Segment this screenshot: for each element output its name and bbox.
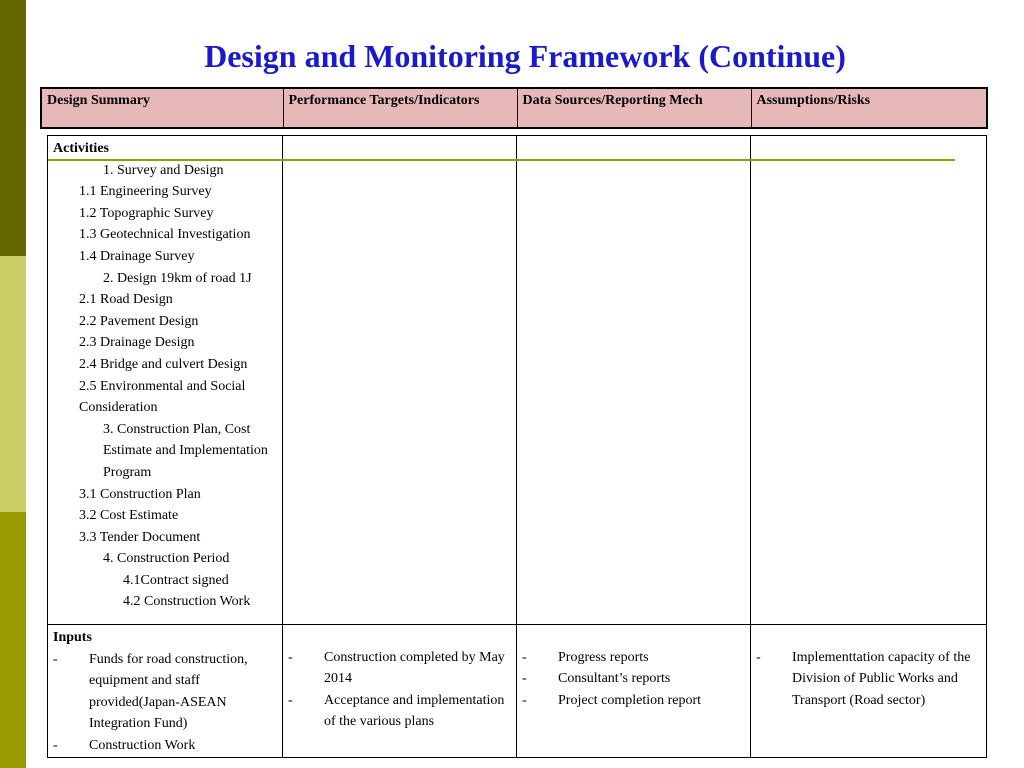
header-performance-targets: Performance Targets/Indicators: [283, 88, 517, 128]
activities-risks-cell: [751, 136, 987, 625]
activities-targets-cell: [283, 136, 517, 625]
header-table: [40, 87, 988, 129]
bullet-item: [53, 649, 277, 735]
header-data-sources: Data Sources/Reporting Mech: [517, 88, 751, 128]
bullet-text: Project completion report: [558, 692, 702, 708]
inputs-heading: Inputs: [53, 630, 92, 645]
activity-item: 2.4 Bridge and culvert Design: [79, 356, 248, 372]
bullet-item: [522, 668, 745, 690]
bullet-item: [288, 690, 511, 733]
activity-item: 1.1 Engineering Survey: [79, 184, 212, 200]
activity-item: 1.3 Geotechnical Investigation: [79, 227, 251, 243]
activity-item: 3.2 Cost Estimate: [79, 508, 179, 524]
dash-bullet-icon: -: [756, 649, 761, 665]
bullet-text: Implementtation capacity of the Division of Public Works and Transport (Road sector): [792, 649, 971, 708]
framework-table: [47, 135, 987, 758]
bullet-text: Progress reports: [558, 649, 649, 665]
sidebar-stripe-dark: [0, 0, 26, 256]
bullet-item: [522, 647, 745, 669]
horizontal-rule: [48, 159, 955, 161]
dash-bullet-icon: -: [288, 692, 293, 708]
activity-item: 2. Design 19km of road 1J: [103, 270, 252, 286]
sidebar-stripe-medium: [0, 512, 26, 768]
inputs-targets-list: [288, 647, 511, 733]
slide-title: Design and Monitoring Framework (Continue): [204, 38, 846, 74]
inputs-risks-cell: [751, 625, 987, 758]
bullet-text: Construction completed by May 2014: [324, 649, 505, 687]
dash-bullet-icon: -: [522, 671, 527, 687]
bullet-item: [53, 735, 277, 757]
bullet-item: [288, 647, 511, 690]
inputs-sources-cell: [517, 625, 751, 758]
activity-item: 4. Construction Period: [103, 551, 230, 567]
activities-cell: [48, 136, 283, 625]
bullet-text: Construction Work: [89, 737, 196, 753]
bullet-text: Consultant’s reports: [558, 671, 671, 687]
dash-bullet-icon: -: [522, 649, 527, 665]
header-assumptions-risks: Assumptions/Risks: [751, 88, 987, 128]
activity-item: 2.1 Road Design: [79, 292, 173, 308]
header-row: [41, 88, 987, 128]
header-design-summary: Design Summary: [41, 88, 283, 128]
activity-item: 2.5 Environmental and Social Consideration: [79, 378, 246, 416]
dash-bullet-icon: -: [53, 651, 58, 667]
bullet-item: [756, 647, 981, 712]
bullet-text: Funds for road construction, equipment and staff provided(Japan-ASEAN Integration Fund): [89, 651, 248, 732]
bullet-text: Acceptance and implementation of the various plans: [324, 692, 505, 730]
inputs-row: [48, 625, 987, 758]
dash-bullet-icon: -: [522, 692, 527, 708]
activity-item: 2.2 Pavement Design: [79, 313, 199, 329]
activity-item: 3.1 Construction Plan: [79, 486, 201, 502]
activity-item: 1.2 Topographic Survey: [79, 205, 214, 221]
activity-item: 2.3 Drainage Design: [79, 335, 195, 351]
activity-item: 4.1Contract signed: [123, 572, 229, 588]
activity-item: 4.2 Construction Work: [123, 594, 251, 610]
inputs-risks-list: [756, 647, 981, 712]
inputs-sources-list: [522, 647, 745, 712]
activities-row: [48, 136, 987, 625]
activity-item: 3. Construction Plan, Cost Estimate and Implementation Program: [103, 421, 268, 480]
activity-item: 1. Survey and Design: [103, 162, 224, 178]
activities-list: [53, 160, 277, 613]
sidebar-stripe-light: [0, 256, 26, 512]
inputs-targets-cell: [283, 625, 517, 758]
inputs-design-cell: [48, 625, 283, 758]
activity-item: 1.4 Drainage Survey: [79, 248, 195, 264]
dash-bullet-icon: -: [288, 649, 293, 665]
activities-heading: Activities: [53, 141, 109, 156]
activity-item: 3.3 Tender Document: [79, 529, 201, 545]
inputs-design-list: [53, 649, 277, 757]
activities-sources-cell: [517, 136, 751, 625]
bullet-item: [522, 690, 745, 712]
dash-bullet-icon: -: [53, 737, 58, 753]
